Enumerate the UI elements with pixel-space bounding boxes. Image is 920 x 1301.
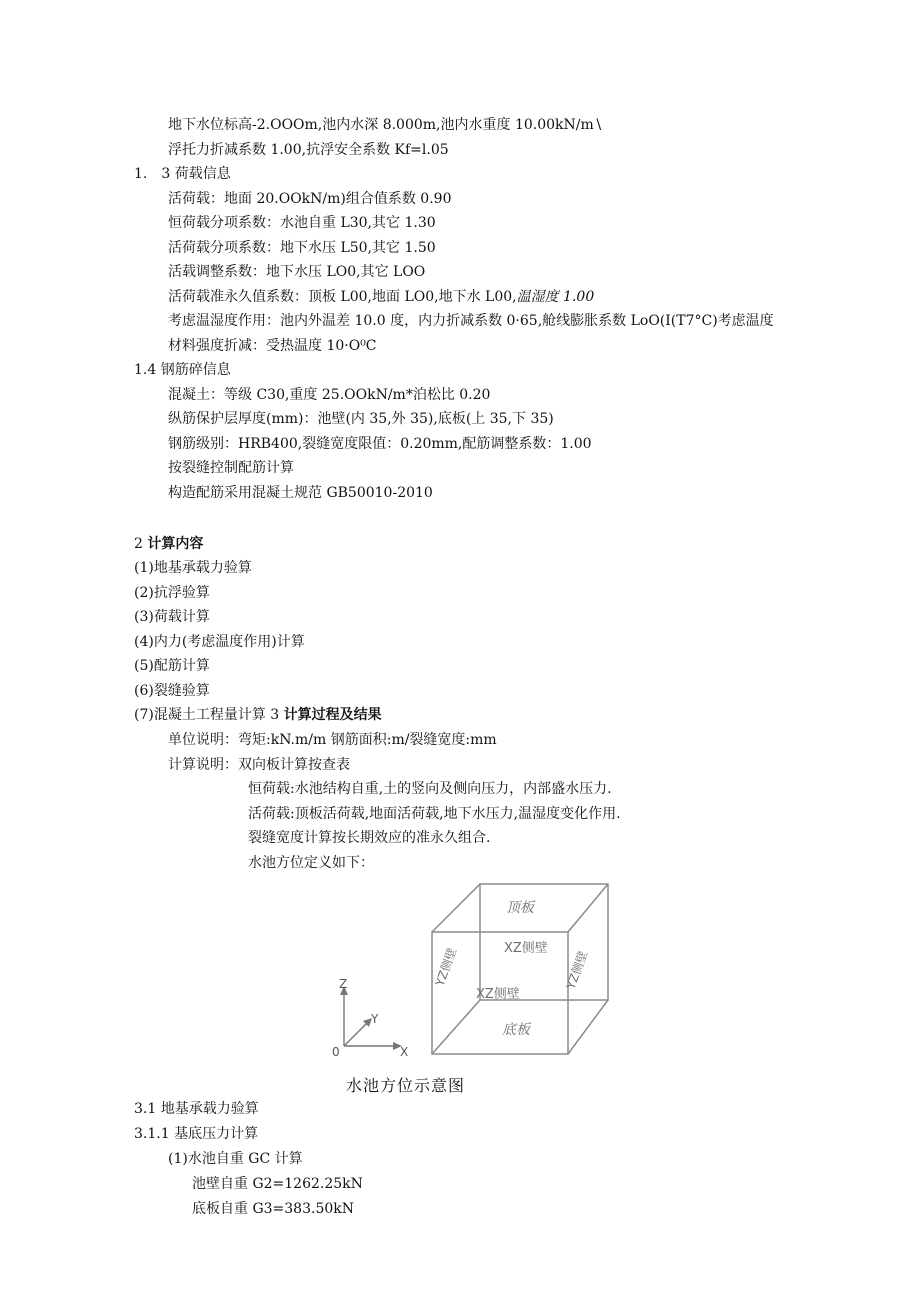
list-item-7 bbox=[134, 706, 382, 724]
bearing-capacity-heading: 3.1 地基承载力验算 bbox=[134, 1101, 259, 1117]
cube-edge bbox=[432, 884, 480, 932]
temperature-effect-line: 考虑温湿度作用：池内外温差 10.0 度，内力折减系数 0·65,舱线膨胀系数 LoO(I(T7°C)考虑温度 bbox=[168, 313, 774, 329]
axis-x-label: X bbox=[400, 1045, 409, 1059]
quasi-permanent-text: 活荷载准永久值系数：顶板 L00,地面 LO0,地下水 L00, bbox=[168, 289, 517, 305]
live-load-factor-line: 活荷载分项系数：地下水压 L50,其它 1.50 bbox=[168, 240, 436, 256]
cube-edge bbox=[432, 1000, 480, 1054]
calc-process-heading: 计算过程及结果 bbox=[283, 707, 382, 723]
dead-load-factor-line: 恒荷载分项系数：水池自重 L30,其它 1.30 bbox=[168, 215, 436, 231]
rebar-info-heading: 1.4 钢筋碎信息 bbox=[134, 362, 231, 378]
top-slab-label: 顶板 bbox=[506, 900, 534, 916]
crack-combo-desc: 裂缝宽度计算按长期效应的准永久组合. bbox=[248, 830, 491, 846]
wall-weight-line: 池壁自重 G2=1262.25kN bbox=[192, 1176, 363, 1192]
axis-origin-label: 0 bbox=[332, 1045, 340, 1059]
cube-edge bbox=[568, 884, 608, 932]
live-load-desc: 活荷载:顶板活荷载,地面活荷载,地下水压力,温湿度变化作用. bbox=[248, 806, 621, 822]
calc-note-line: 计算说明：双向板计算按查表 bbox=[168, 757, 350, 773]
live-load-line: 活荷载：地面 20.OOkN/m)组合值系数 0.90 bbox=[168, 191, 452, 207]
calc-content-heading bbox=[134, 535, 203, 553]
code-line: 构造配筋采用混凝土规范 GB50010-2010 bbox=[168, 485, 433, 501]
cube-edge bbox=[568, 1000, 608, 1054]
base-pressure-heading: 3.1.1 基底压力计算 bbox=[134, 1126, 259, 1142]
groundwater-line: 地下水位标高-2.OOOm,池内水深 8.000m,池内水重度 10.00kN∕m∖ bbox=[168, 117, 603, 133]
quasi-permanent-line bbox=[168, 288, 594, 306]
xz-wall-back-label: XZ侧壁 bbox=[504, 941, 548, 956]
diagram-caption: 水池方位示意图 bbox=[346, 1076, 466, 1095]
tank-orientation-diagram bbox=[326, 872, 626, 1072]
list-item: (6)裂缝验算 bbox=[134, 683, 210, 699]
steel-grade-line: 钢筋级别：HRB400,裂缝宽度限值：0.20mm,配筋调整系数：1.00 bbox=[168, 436, 592, 452]
yz-wall-left-label: YZ侧壁 bbox=[432, 946, 460, 989]
material-reduction-line: 材料强度折减：受热温度 10·O⁰C bbox=[168, 338, 377, 354]
calc-content-title: 计算内容 bbox=[147, 536, 204, 552]
cover-thickness-line: 纵筋保护层厚度(mm)：池壁(内 35,外 35),底板(上 35,下 35) bbox=[168, 411, 554, 427]
list-item: (4)内力(考虑温度作用)计算 bbox=[134, 634, 305, 650]
slab-weight-line: 底板自重 G3=383.50kN bbox=[192, 1201, 354, 1217]
self-weight-item: (1)水池自重 GC 计算 bbox=[168, 1151, 303, 1167]
yz-wall-right-label: YZ侧壁 bbox=[563, 949, 591, 992]
concrete-line: 混凝土：等级 C30,重度 25.OOkN/m*泊松比 0.20 bbox=[168, 387, 491, 403]
list-item-7-text: (7)混凝土工程量计算 3 bbox=[134, 707, 284, 723]
units-line: 单位说明：弯矩:kN.m/m 钢筋面积:m/裂缝宽度:mm bbox=[168, 732, 497, 748]
list-item: (2)抗浮验算 bbox=[134, 585, 210, 601]
xz-wall-front-label: XZ侧壁 bbox=[476, 987, 520, 1002]
calc-content-number: 2 bbox=[134, 536, 148, 552]
load-info-heading: 1. 3 荷载信息 bbox=[134, 166, 231, 182]
crack-control-line: 按裂缝控制配筋计算 bbox=[168, 460, 294, 476]
adjust-factor-line: 活载调整系数：地下水压 LO0,其它 LOO bbox=[168, 264, 426, 280]
orientation-line: 水池方位定义如下： bbox=[248, 855, 374, 871]
y-axis bbox=[344, 1022, 368, 1046]
axis-y-label: Y bbox=[371, 1012, 379, 1026]
axis-z-label: Z bbox=[339, 977, 348, 991]
dead-load-desc: 恒荷载:水池结构自重,土的竖向及侧向压力，内部盛水压力. bbox=[248, 781, 612, 797]
bottom-slab-label: 底板 bbox=[502, 1022, 530, 1038]
buoyancy-line: 浮托力折减系数 1.00,抗浮安全系数 Kf=l.05 bbox=[168, 142, 449, 158]
quasi-permanent-italic: 温湿度 1.00 bbox=[516, 289, 595, 305]
list-item: (5)配筋计算 bbox=[134, 658, 210, 674]
list-item: (1)地基承载力验算 bbox=[134, 560, 252, 576]
list-item: (3)荷载计算 bbox=[134, 609, 210, 625]
